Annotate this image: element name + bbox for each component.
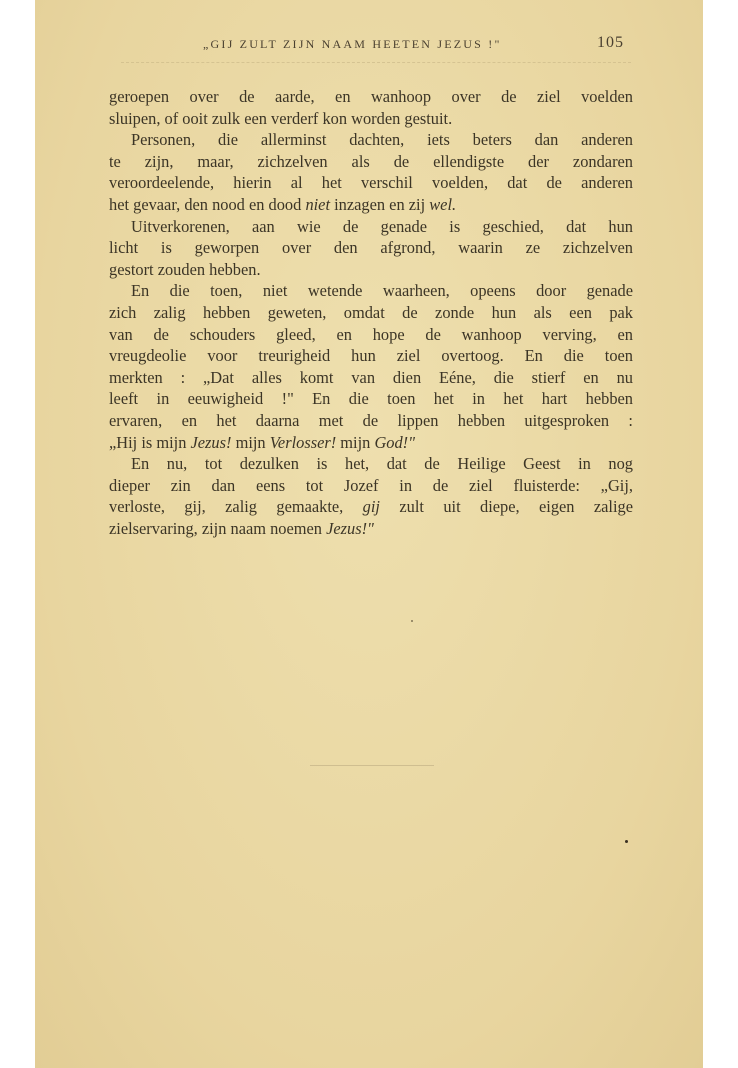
text-line: [109, 194, 633, 216]
body-text: [109, 86, 633, 539]
text-run: veroordeelende, hierin al het verschil voelden, dat de anderen: [109, 173, 633, 193]
text-run: leeft in eeuwigheid !" En die toen het in het hart hebben: [109, 389, 633, 409]
running-title: „GIJ ZULT ZIJN NAAM HEETEN JEZUS !": [203, 37, 502, 51]
text-run: ervaren, en het daarna met de lippen hebben uitgesproken :: [109, 410, 633, 430]
ink-speck: [411, 620, 413, 622]
text-line: [109, 129, 633, 151]
page-header: [35, 34, 703, 56]
italic-text: God!": [374, 432, 416, 452]
text-run: licht is geworpen over den afgrond, waarin ze zichzelven: [109, 238, 633, 258]
text-run: Personen, die allerminst dachten, iets beters dan anderen: [131, 130, 633, 150]
text-run: En nu, tot dezulken is het, dat de Heilige Geest in nog: [131, 454, 633, 474]
text-run: merkten : „Dat alles komt van dien Eéne, die stierf en nu: [109, 367, 633, 387]
page-number: 105: [597, 34, 624, 51]
text-line: [109, 172, 633, 194]
text-line: [109, 345, 633, 367]
text-run: En die toen, niet wetende waarheen, opeens door genade: [131, 281, 633, 301]
text-line: [109, 302, 633, 324]
text-run: zich zalig hebben geweten, omdat de zonde hun als een pak: [109, 302, 633, 322]
text-run: mijn: [231, 432, 270, 452]
text-line: [109, 367, 633, 389]
text-run: van de schouders gleed, en hope de wanhoop verving, en: [109, 324, 633, 344]
text-line: [109, 237, 633, 259]
header-rule: [121, 62, 631, 63]
ink-speck: [625, 840, 628, 843]
text-line: [109, 216, 633, 238]
text-line: [109, 432, 633, 454]
text-run: zult uit diepe, eigen zalige: [379, 497, 633, 517]
text-line: [109, 475, 633, 497]
text-run: het gevaar, den nood en dood: [109, 194, 306, 214]
text-line: [109, 280, 633, 302]
text-line: [109, 259, 633, 281]
text-run: dieper zin dan eens tot Jozef in de ziel fluisterde: „Gij,: [109, 475, 633, 495]
text-line: [109, 324, 633, 346]
text-run: vreugdeolie voor treurigheid hun ziel overtoog. En die toen: [109, 346, 633, 366]
italic-text: niet: [305, 194, 331, 214]
text-run: geroepen over de aarde, en wanhoop over de ziel voelden: [109, 87, 633, 106]
text-line: [109, 388, 633, 410]
text-line: [109, 108, 633, 130]
text-line: [109, 518, 633, 540]
section-divider: [310, 765, 434, 766]
text-run: mijn: [336, 432, 375, 452]
italic-text: Jezus!: [190, 432, 232, 452]
text-line: [109, 496, 633, 518]
text-run: sluipen, of ooit zulk een verderf kon worden gestuit.: [109, 108, 453, 128]
italic-text: wel.: [429, 194, 457, 214]
text-run: gestort zouden hebben.: [109, 259, 261, 279]
italic-text: Jezus!": [326, 518, 374, 538]
italic-text: gij: [362, 497, 380, 517]
text-line: [109, 151, 633, 173]
text-run: „Hij is mijn: [109, 432, 191, 452]
text-line: [109, 453, 633, 475]
text-run: te zijn, maar, zichzelven als de ellendigste der zondaren: [109, 151, 633, 171]
text-run: Uitverkorenen, aan wie de genade is geschied, dat hun: [131, 216, 633, 236]
text-line: [109, 410, 633, 432]
text-run: zielservaring, zijn naam noemen: [109, 518, 327, 538]
text-run: inzagen en zij: [330, 194, 430, 214]
book-page: [35, 0, 703, 1068]
text-line: [109, 86, 633, 108]
italic-text: Verlosser!: [269, 432, 337, 452]
text-run: verloste, gij, zalig gemaakte,: [109, 497, 363, 517]
